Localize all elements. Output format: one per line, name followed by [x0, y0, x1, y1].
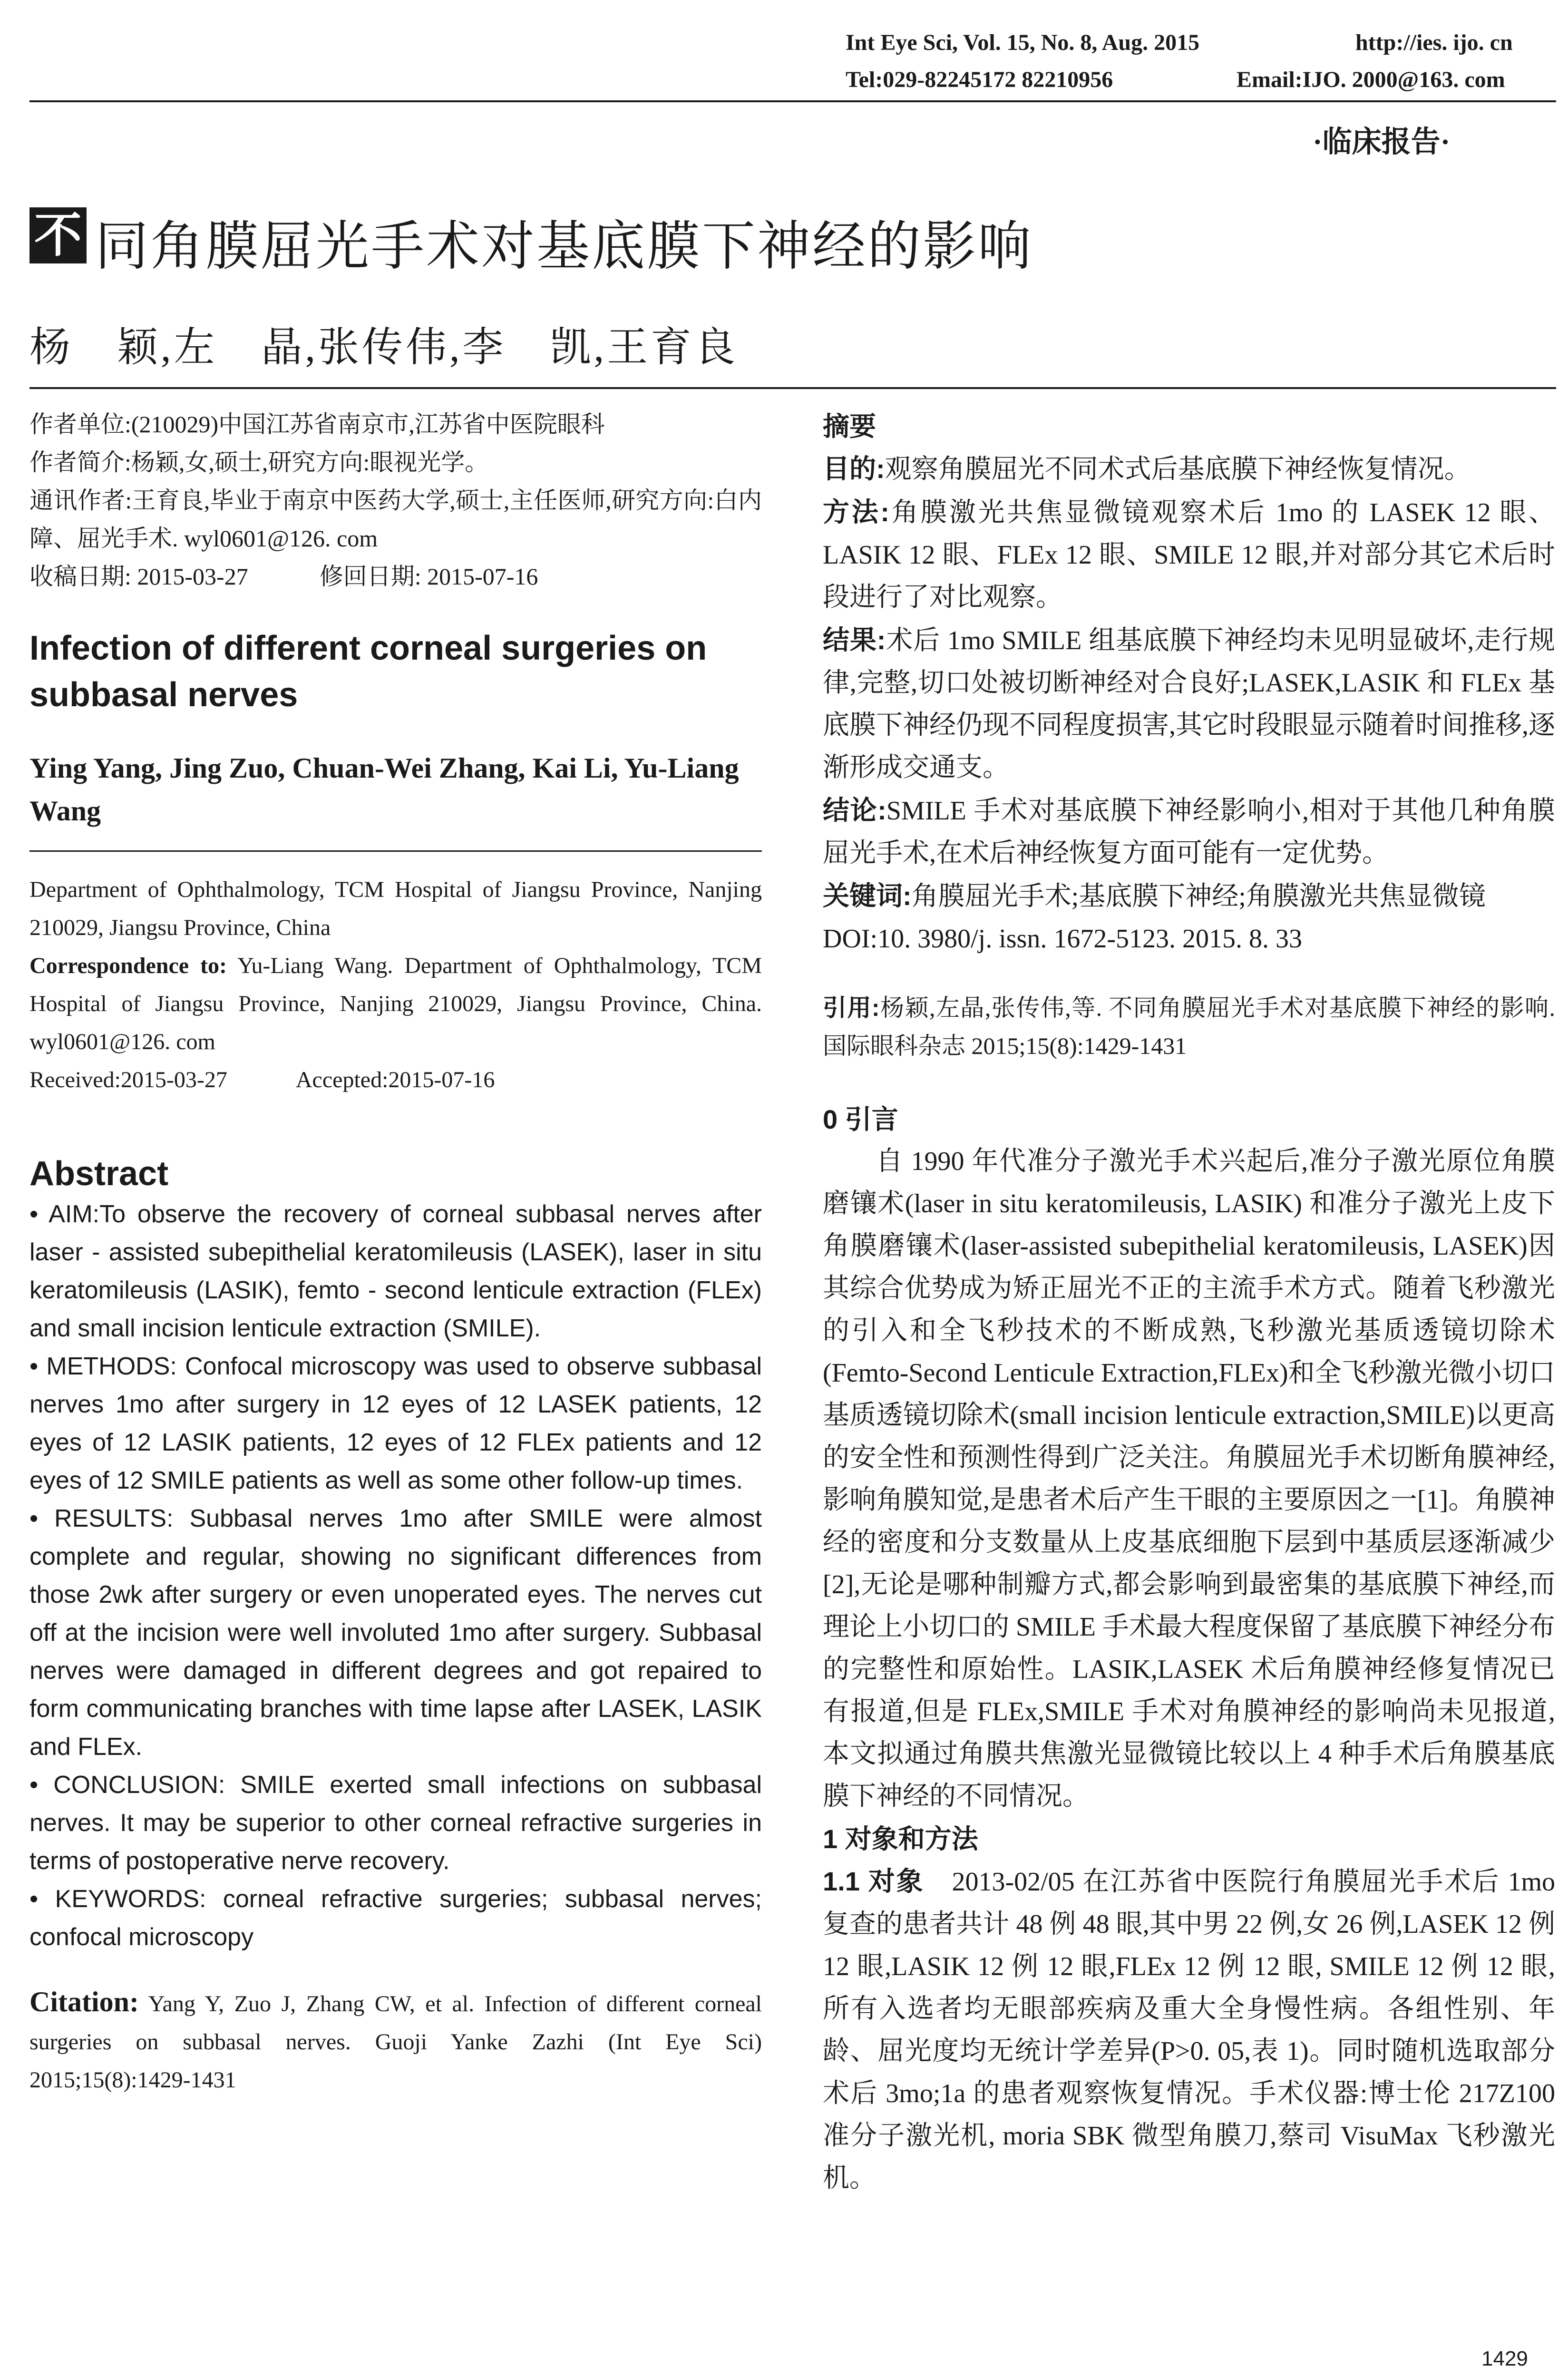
left-rule	[29, 850, 762, 852]
journal-tel: Tel:029-82245172 82210956	[846, 67, 1113, 92]
intro-heading: 0 引言	[823, 1104, 898, 1134]
keywords-text: 角膜屈光手术;基底膜下神经;角膜激光共焦显微镜	[911, 882, 1486, 911]
left-column	[29, 405, 762, 2099]
abstract-keywords: • KEYWORDS: corneal refractive surgeries; subbasal nerves; confocal microscopy	[29, 1885, 762, 1951]
abstract-methods: • METHODS: Confocal microscopy was used to observe subbasal nerves 1mo after surgery in 12 eyes of 12 LASEK patients, 12 eyes of 12 LASIK patients, 12 eyes of 12 FLEx patients and 12 eyes of 12 SMILE patients as well as some other follow-up times.	[29, 1353, 762, 1494]
citation-cn-label: 引用:	[823, 994, 880, 1021]
abstract-cn-conclusion	[823, 789, 1555, 875]
abstract-cn-keywords	[823, 875, 1555, 918]
keywords-label: 关键词:	[823, 881, 912, 911]
department-en: Department of Ophthalmology, TCM Hospital of Jiangsu Province, Nanjing 210029, Jiangsu Province, China	[29, 877, 762, 940]
aim-text: 观察角膜屈光不同术式后基底膜下神经恢复情况。	[885, 455, 1471, 484]
header-rule	[29, 100, 1556, 102]
citation-label: Citation:	[29, 1986, 139, 2017]
correspondence-cn: 通讯作者:王育良,毕业于南京中医药大学,硕士,主任医师,研究方向:白内障、屈光手术. wyl0601@126. com	[29, 487, 762, 552]
results-text: 术后 1mo SMILE 组基底膜下神经均未见明显破坏,走行规律,完整,切口处被切断神经对合良好;LASEK,LASIK 和 FLEx 基底膜下神经仍现不同程度损害,其它时段眼显示随着时间推移,逐渐形成交通支。	[823, 626, 1556, 782]
dates-en: Received:2015-03-27 Accepted:2015-07-16	[29, 1067, 495, 1092]
methods-heading: 1 对象和方法	[823, 1824, 978, 1854]
journal-header: Int Eye Sci, Vol. 15, No. 8, Aug. 2015	[846, 30, 1200, 55]
abstract-results: • RESULTS: Subbasal nerves 1mo after SMILE were almost complete and regular, showing no significant differences from those 2wk after surgery or even unoperated eyes. The nerves cut off at the incision were well involuted 1mo after surgery. Subbasal nerves were damaged in different degrees and got repaired to form communicating branches with time lapse after LASEK, LASIK and FLEx.	[29, 1505, 762, 1761]
abstract-cn-heading: 摘要	[823, 411, 876, 441]
correspondence-label: Correspondence to:	[29, 953, 227, 978]
abstract-conclusion: • CONCLUSION: SMILE exerted small infections on subbasal nerves. It may be superior to other corneal refractive surgeries in terms of postoperative nerve recovery.	[29, 1771, 762, 1875]
abstract-cn-aim	[823, 448, 1555, 491]
abstract-aim: • AIM:To observe the recovery of corneal subbasal nerves after laser - assisted subepithelial keratomileusis (LASEK), laser in situ keratomileusis (LASIK), femto - second lenticule extraction (FLEx) and small incision lenticule extraction (SMILE).	[29, 1200, 762, 1342]
title-rule	[29, 387, 1556, 389]
aim-label: 目的:	[823, 454, 885, 484]
citation-cn-text: 杨颖,左晶,张传伟,等. 不同角膜屈光手术对基底膜下神经的影响. 国际眼科杂志 2015;15(8):1429-1431	[823, 994, 1556, 1059]
citation-cn	[823, 989, 1555, 1065]
methods-label: 方法:	[823, 497, 889, 527]
correspondence-en	[29, 947, 762, 1061]
title-first-char: 不	[29, 207, 87, 263]
methods-subjects	[823, 1860, 1555, 2200]
english-authors: Ying Yang, Jing Zuo, Chuan-Wei Zhang, Kai Li, Yu-Liang Wang	[29, 752, 739, 827]
abstract-cn-methods	[823, 491, 1555, 619]
intro-text: 自 1990 年代准分子激光手术兴起后,准分子激光原位角膜磨镶术(laser in situ keratomileusis, LASIK) 和准分子激光上皮下角膜磨镶术(laser-assisted subepithelial keratomileusis, LASEK)因其综合优势成为矫正屈光不正的主流手术方式。随着飞秒激光的引入和全飞秒技术的不断成熟,飞秒激光基质透镜切除术(Femto-Second Lenticule Extraction,FLEx)和全飞秒激光微小切口基质透镜切除术(small incision lenticule extraction,SMILE)以更高的安全性和预测性得到广泛关注。角膜屈光手术切断角膜神经,影响角膜知觉,是患者术后产生干眼的主要原因之一[1]。角膜神经的密度和分支数量从上皮基底细胞下层到中基质层逐渐减少[2],无论是哪种制瓣方式,都会影响到最密集的基底膜下神经,而理论上小切口的 SMILE 手术最大程度保留了基底膜下神经分布的完整性和原始性。LASIK,LASEK 术后角膜神经修复情况已有报道,但是 FLEx,SMILE 手术对角膜神经的影响尚未见报道,本文拟通过角膜共焦激光显微镜比较以上 4 种手术后角膜基底膜下神经的不同情况。	[823, 1147, 1555, 1811]
author-intro: 作者简介:杨颖,女,硕士,研究方向:眼视光学。	[29, 449, 489, 476]
subjects-label: 1.1 对象	[823, 1866, 924, 1896]
abstract-cn-results	[823, 619, 1555, 789]
doi: DOI:10. 3980/j. issn. 1672-5123. 2015. 8. 33	[823, 924, 1302, 954]
subjects-text: 2013-02/05 在江苏省中医院行角膜屈光手术后 1mo 复查的患者共计 48 例 48 眼,其中男 22 例,女 26 例,LASEK 12 例 12 眼,LASIK 12 例 12 眼,FLEx 12 例 12 眼, SMILE 12 例 12 眼,所有入选者均无眼部疾病及重大全身慢性病。各组性别、年龄、屈光度均无统计学差异(P>0. 05,表 1)。同时随机选取部分术后 3mo;1a 的患者观察恢复情况。手术仪器:博士伦 217Z100 准分子激光机, moria SBK 微型角膜刀,蔡司 VisuMax 飞秒激光机。	[823, 1867, 1555, 2193]
results-label: 结果:	[823, 625, 886, 655]
affiliation-unit: 作者单位:(210029)中国江苏省南京市,江苏省中医院眼科	[29, 411, 605, 438]
english-title: Infection of different corneal surgeries on subbasal nerves	[29, 629, 707, 714]
right-column	[823, 405, 1555, 2200]
authors-cn: 杨 颖,左 晶,张传伟,李 凯,王育良	[29, 324, 738, 370]
page-number: 1429	[1481, 2347, 1528, 2370]
journal-email: Email:IJO. 2000@163. com	[1237, 67, 1505, 92]
dates-cn: 收稿日期: 2015-03-27 修回日期: 2015-07-16	[29, 563, 538, 590]
page-title: 同角膜屈光手术对基底膜下神经的影响	[95, 216, 1033, 276]
correspondence-text: Yu-Liang Wang. Department of Ophthalmology, TCM Hospital of Jiangsu Province, Nanjing 210029, Jiangsu Province, China. wyl0601@126. com	[29, 953, 762, 1054]
section-tag: ·临床报告·	[1313, 126, 1451, 158]
citation-text: Yang Y, Zuo J, Zhang CW, et al. Infection of different corneal surgeries on subbasal nerves. Guoji Yanke Zazhi (Int Eye Sci) 2015;15(8):1429-1431	[29, 1991, 762, 2093]
journal-url: http://ies. ijo. cn	[1355, 30, 1513, 55]
abstract-heading: Abstract	[29, 1155, 169, 1193]
methods-text: 角膜激光共焦显微镜观察术后 1mo 的 LASEK 12 眼、LASIK 12 眼、FLEx 12 眼、SMILE 12 眼,并对部分其它术后时段进行了对比观察。	[823, 498, 1555, 612]
conclusion-label: 结论:	[823, 795, 886, 825]
conclusion-text: SMILE 手术对基底膜下神经影响小,相对于其他几种角膜屈光手术,在术后神经恢复方面可能有一定优势。	[823, 796, 1555, 868]
citation-en	[29, 1983, 762, 2099]
